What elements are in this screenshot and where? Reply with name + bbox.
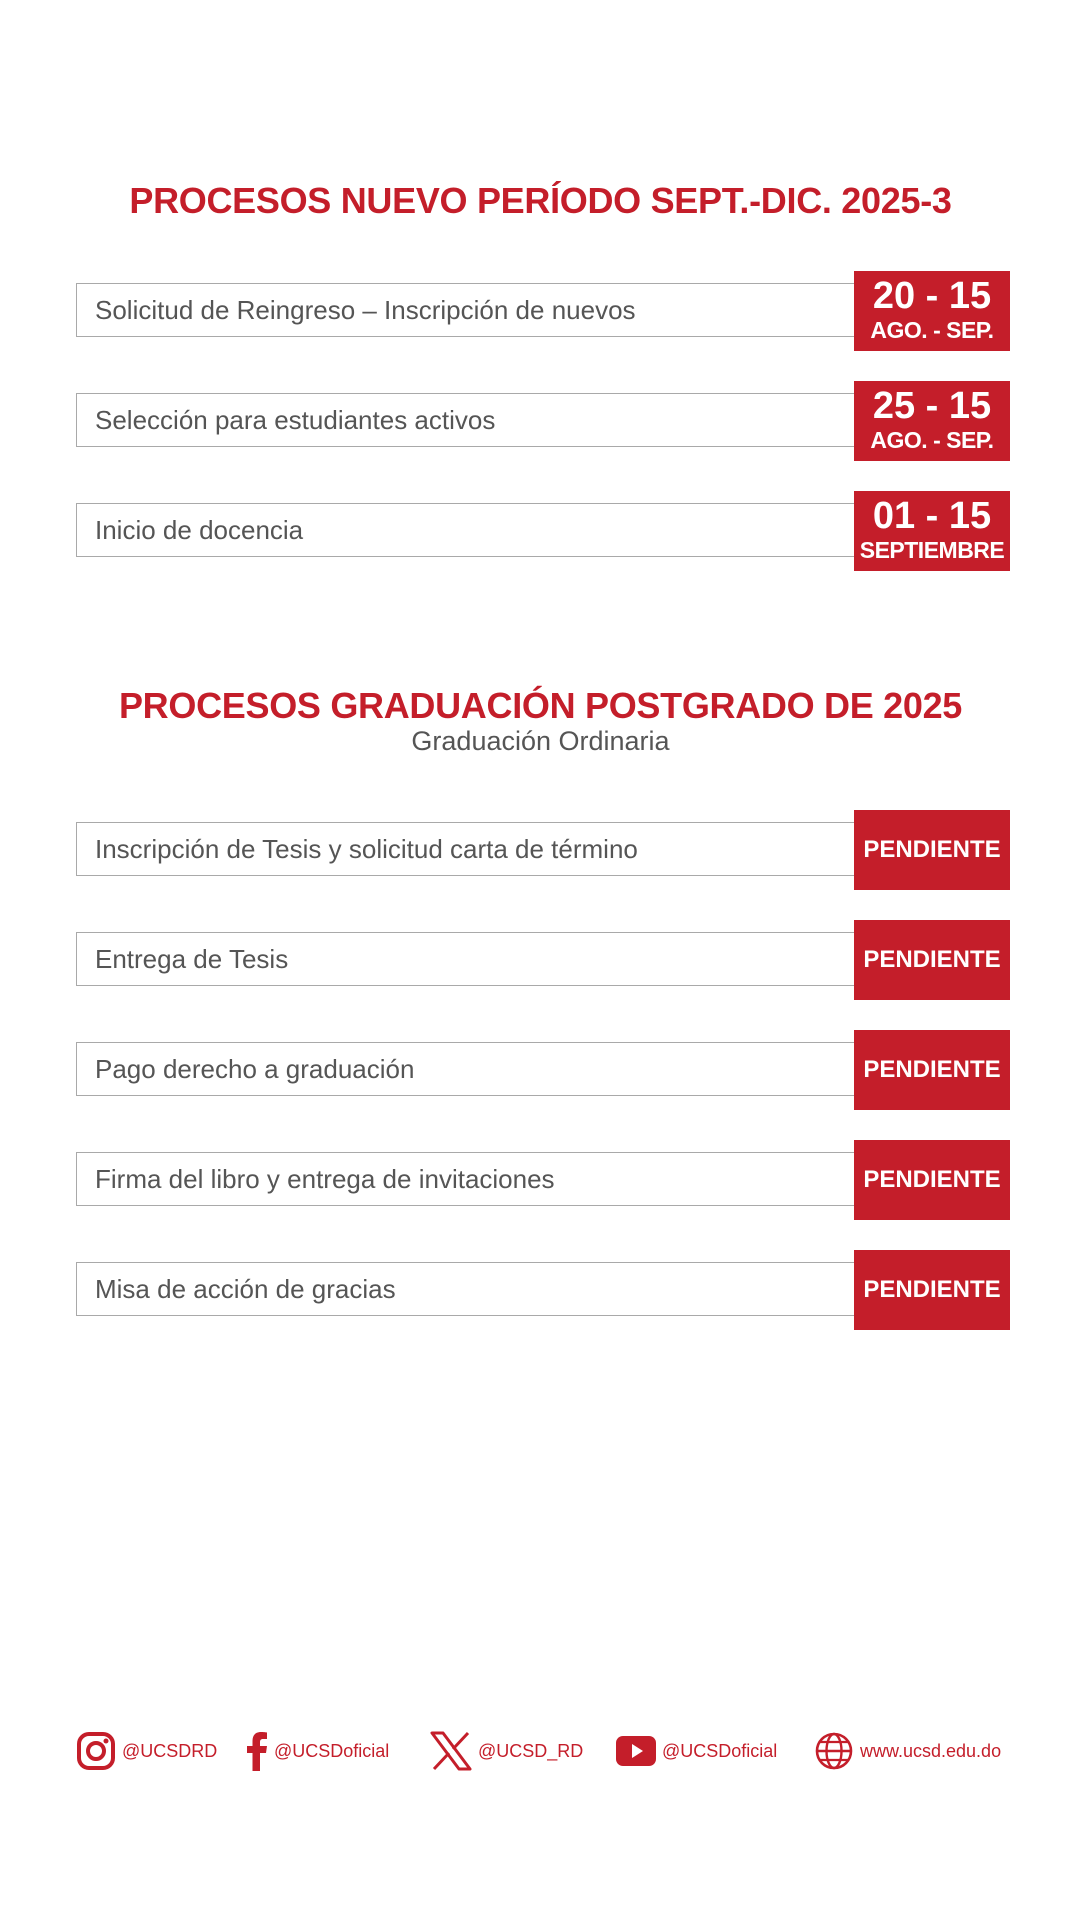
- process-label-box: [76, 822, 858, 876]
- process-label: Misa de acción de gracias: [95, 1274, 396, 1304]
- status-badge: [854, 1030, 1010, 1110]
- date-badge: [854, 381, 1010, 461]
- process-label-box: [76, 1262, 858, 1316]
- x-icon: [430, 1731, 472, 1771]
- status-badge: [854, 1250, 1010, 1330]
- status-text: PENDIENTE: [863, 946, 1001, 973]
- process-label-box: [76, 932, 858, 986]
- process-label-box: [76, 1042, 858, 1096]
- process-label-box: [76, 503, 858, 557]
- x-handle[interactable]: @UCSD_RD: [478, 1740, 584, 1761]
- section1-title: PROCESOS NUEVO PERÍODO SEPT.-DIC. 2025-3: [129, 180, 952, 221]
- process-row: [76, 491, 1010, 571]
- date-months: AGO. - SEP.: [870, 427, 994, 453]
- process-label-box: [76, 393, 858, 447]
- date-months: AGO. - SEP.: [870, 317, 994, 343]
- status-badge: [854, 1140, 1010, 1220]
- instagram-link[interactable]: [76, 1728, 217, 1774]
- date-range: 20 - 15: [872, 275, 992, 317]
- process-row: [76, 271, 1010, 351]
- status-badge: [854, 920, 1010, 1000]
- facebook-icon: [246, 1731, 268, 1771]
- process-label: Inscripción de Tesis y solicitud carta de término: [95, 834, 638, 864]
- date-badge: [854, 271, 1010, 351]
- facebook-handle[interactable]: @UCSDoficial: [274, 1740, 390, 1761]
- youtube-link[interactable]: [616, 1728, 777, 1774]
- graduation-row: [76, 920, 1010, 1000]
- date-range: 01 - 15: [872, 495, 992, 537]
- process-label-box: [76, 283, 858, 337]
- globe-icon: [814, 1731, 854, 1771]
- youtube-icon: [616, 1736, 656, 1766]
- process-label: Inicio de docencia: [95, 515, 304, 545]
- process-label: Firma del libro y entrega de invitaciones: [95, 1164, 555, 1194]
- instagram-icon: [76, 1731, 116, 1771]
- date-badge: [854, 491, 1010, 571]
- youtube-handle[interactable]: @UCSDoficial: [662, 1740, 778, 1761]
- process-row: [76, 381, 1010, 461]
- section2-title: PROCESOS GRADUACIÓN POSTGRADO DE 2025: [118, 685, 963, 726]
- facebook-link[interactable]: [246, 1728, 389, 1774]
- graduation-row: [76, 1250, 1010, 1330]
- status-text: PENDIENTE: [863, 1056, 1001, 1083]
- instagram-handle[interactable]: @UCSDRD: [122, 1740, 218, 1761]
- status-text: PENDIENTE: [863, 1276, 1001, 1303]
- process-label: Entrega de Tesis: [95, 944, 289, 974]
- x-link[interactable]: [430, 1728, 583, 1774]
- date-range: 25 - 15: [872, 385, 992, 427]
- section2-subtitle: Graduación Ordinaria: [411, 726, 670, 756]
- website-link[interactable]: [814, 1728, 1001, 1774]
- graduation-row: [76, 810, 1010, 890]
- graduation-row: [76, 1140, 1010, 1220]
- process-label: Pago derecho a graduación: [95, 1054, 415, 1084]
- process-label-box: [76, 1152, 858, 1206]
- status-text: PENDIENTE: [863, 836, 1001, 863]
- process-label: Selección para estudiantes activos: [95, 405, 496, 435]
- status-badge: [854, 810, 1010, 890]
- website-url[interactable]: www.ucsd.edu.do: [860, 1740, 1002, 1761]
- process-label: Solicitud de Reingreso – Inscripción de nuevos: [95, 295, 636, 325]
- date-months: SEPTIEMBRE: [859, 537, 1005, 563]
- status-text: PENDIENTE: [863, 1166, 1001, 1193]
- graduation-row: [76, 1030, 1010, 1110]
